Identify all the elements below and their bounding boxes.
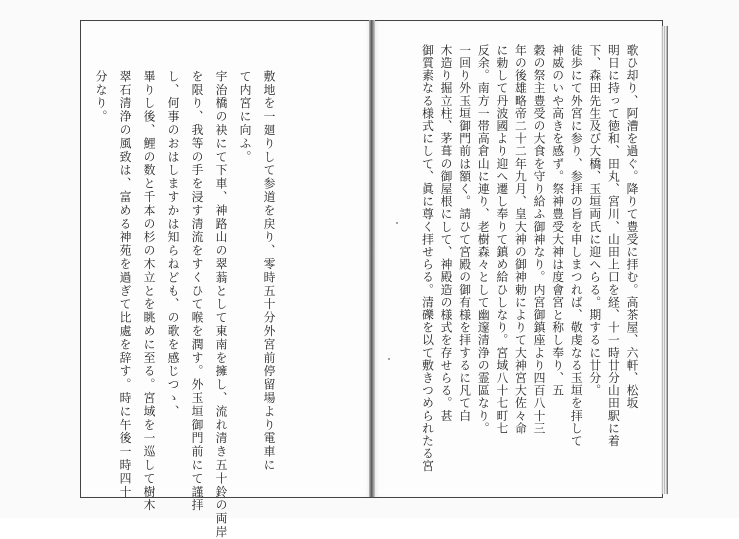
text-line: を限り、我等の手を浸す清流をすくひて喉を潤す。外玉垣御門前にて謹拝 [190,70,204,513]
text-line: 一回り外玉垣御門前は額く。請ひて宮殿の御有様を拝するに凡て白 [457,44,472,422]
left-page-text [89,70,281,539]
right-page-text [418,44,641,472]
text-line: 歌ひ却り、阿漕を過ぐ。降りて豊受に拝む。高茶屋、六軒、松坂 [625,44,639,410]
text-line: 宇治橋の袂にて下車、神路山の翠蓊として東南を擁し、流れ清き五十鈴の両岸 [214,70,228,539]
text-line: 敷地を一廻りして参道を戻り、零時五十分外宮前停留場より電車に [262,70,276,472]
text-line: 穀の祭主豊受の大食を守り給ふ御神なり。内宮御鎮座より四百八十三 [532,44,547,435]
text-line: 木造り掘立柱、茅葺の御屋根にして、神殿造の様式を存せらる。甚 [439,44,454,422]
text-line: 分なり。 [94,70,108,124]
text-line: 明日に持って徳和、田丸、宮川、山田上口を経、十一時廿分山田駅に着 [606,44,621,448]
text-line: 反余。南方一帯高倉山に連り、老樹森々として幽邃清浄の霊區なり。 [476,44,491,435]
text-line: に勅して丹波國より迎へ遷し奉りて鎮め給ひしなり。宮域八十七町七 [494,44,509,435]
text-line: 年の後雄略帝二十二年九月、皇大神の御神勅によりて大神宮大佐々命 [513,44,528,435]
text-line: 翠石清浄の風致は、富める神苑を過ぎて比處を辞す。時に午後一時四十 [118,70,132,499]
text-line: て内宮に向ふ。 [238,70,252,164]
text-line: 畢りし後、鯉の数と千本の杉の木立とを眺めに至る。宮域を一巡して樹木 [142,70,156,513]
text-line: 神威のいや高きを感ず。祭神豊受大神は度會宮と称し奉り、五 [550,44,565,397]
scan-speck [388,358,390,360]
book-gutter [369,20,375,497]
text-line: 下、森田先生及び大橋、玉垣両氏に迎へらる。期するに廿分。 [587,44,602,397]
scan-speck [396,222,398,224]
text-line: 御質素なる様式にして、眞に尊く拝せらる。清礫を以て敷きつめられたる宮 [420,44,435,473]
page-edge-stack [661,26,668,494]
text-line: し、何事のおはしますかは知らねども、の歌を感じつゝ、 [166,70,180,419]
text-line: 徒歩にて外宮に参り、参拝の旨を申しまつれば、敬虔なる玉垣を拝して [569,44,584,448]
